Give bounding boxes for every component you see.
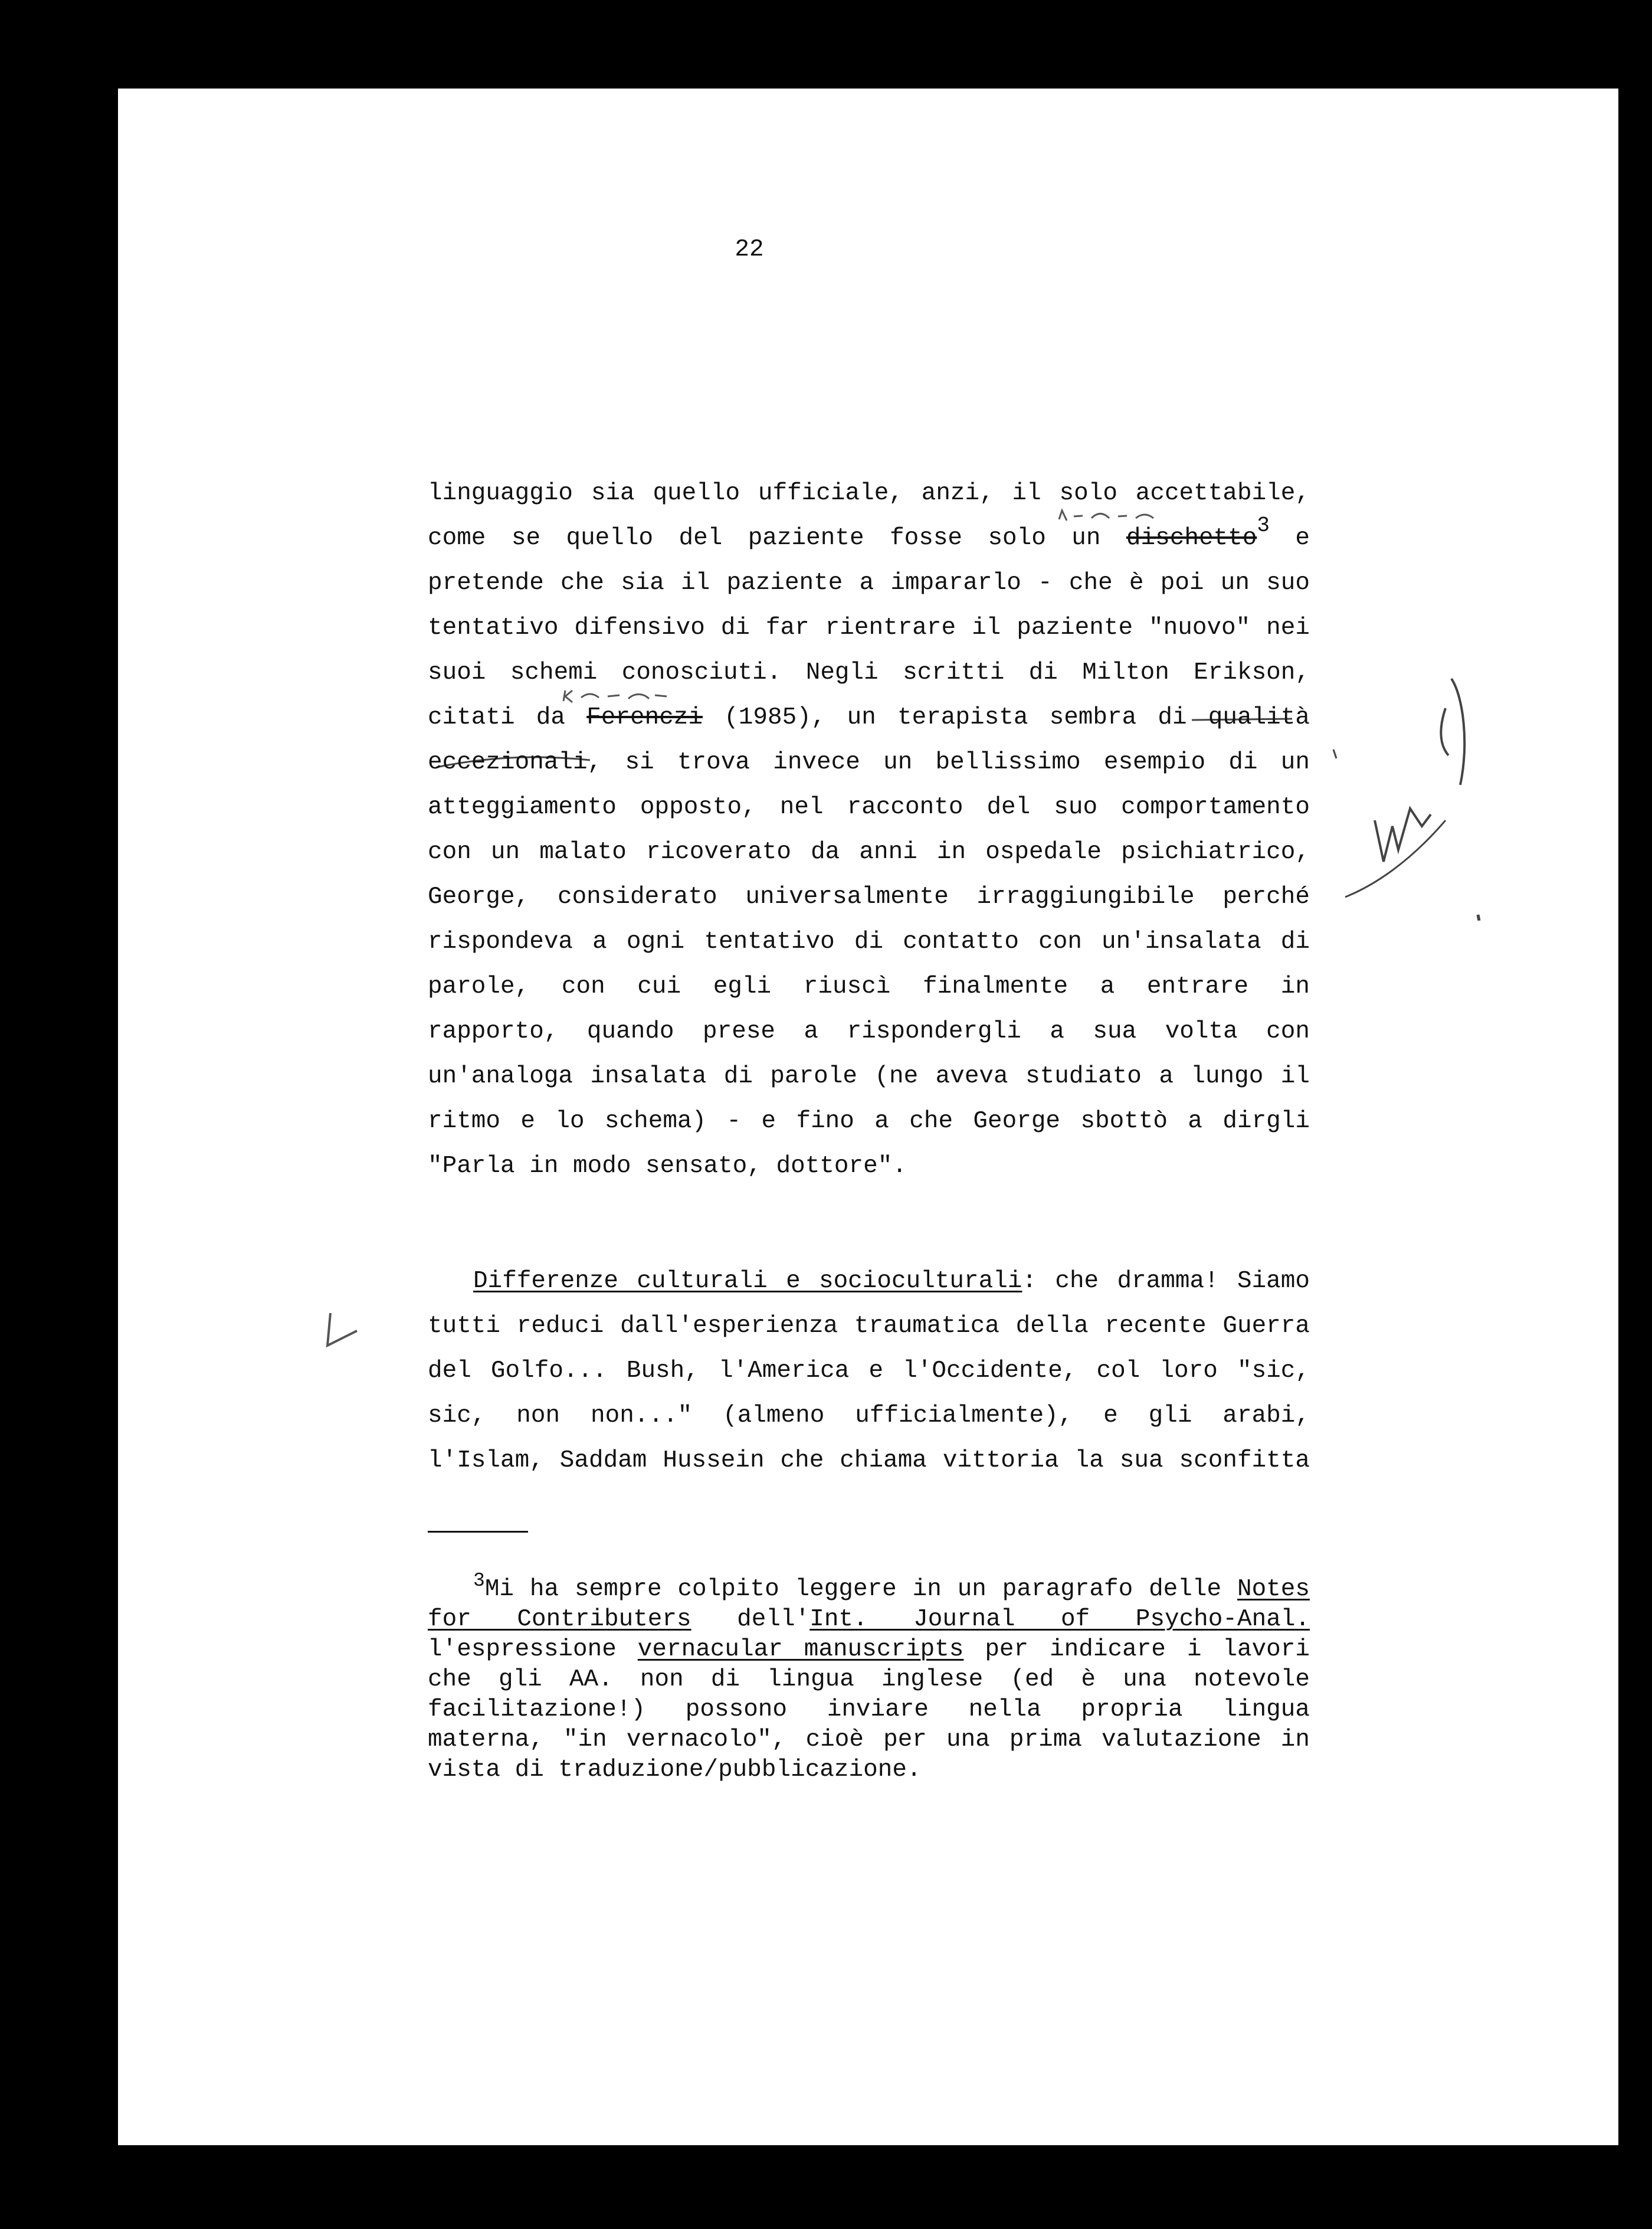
footnote-divider (428, 1531, 528, 1533)
footnote-line: facilitazione!) possono inviare nella propria lingua (428, 1696, 1310, 1723)
struck-word: Ferenczi (586, 704, 703, 731)
text-span: : che dramma! Siamo (1022, 1268, 1310, 1295)
text-span: l'espressione (428, 1636, 638, 1663)
handwritten-correction (1056, 508, 1162, 525)
paragraph-2 (428, 1259, 1310, 1483)
underlined-term: vernacular manuscripts (637, 1636, 964, 1663)
text-span: Mi ha sempre colpito leggere in un paragrafo delle (484, 1576, 1237, 1603)
text-line: eccezionali, si trova invece un bellissimo esempio di un (428, 749, 1310, 776)
footnote (428, 1570, 1310, 1785)
struck-word: dischetto (1126, 525, 1257, 552)
text-line: ritmo e lo schema) - e fino a che George sbottò a dirgli (428, 1108, 1310, 1135)
text-span: come se quello del paziente fosse solo un (428, 525, 1126, 552)
text-line: con un malato ricoverato da anni in ospedale psichiatrico, (428, 839, 1310, 866)
text-line: tutti reduci dall'esperienza traumatica della recente Guerra (428, 1312, 1310, 1340)
text-line: pretende che sia il paziente a impararlo - che è poi un suo (428, 569, 1310, 597)
text-line: tentativo difensivo di far rientrare il paziente "nuovo" nei (428, 614, 1310, 641)
text-line (428, 695, 1310, 740)
footnote-line (428, 1605, 1310, 1635)
text-line (428, 1259, 1310, 1304)
text-line: George, considerato universalmente irraggiungibile perché (428, 883, 1310, 911)
text-line: sic, non non..." (almeno ufficialmente), e gli arabi, (428, 1402, 1310, 1429)
text-span: citati da (428, 704, 587, 731)
footnote-reference: 3 (1257, 513, 1270, 538)
paragraph-1 (428, 471, 1310, 1189)
text-line: rapporto, quando prese a rispondergli a sua volta con (428, 1018, 1310, 1045)
footnote-line: vista di traduzione/pubblicazione. (428, 1756, 922, 1783)
text-line: un'analoga insalata di parole (ne aveva studiato a lungo il (428, 1063, 1310, 1090)
footnote-marker: 3 (473, 1570, 485, 1592)
document-page (118, 89, 1618, 2145)
text-line: parole, con cui egli riuscì finalmente a entrare in (428, 973, 1310, 1000)
footnote-line: che gli AA. non di lingua inglese (ed è una notevole (428, 1666, 1310, 1693)
text-span: per indicare i lavori (963, 1636, 1310, 1663)
underlined-title: Notes (1237, 1576, 1310, 1603)
text-span: e (1269, 525, 1310, 552)
handwritten-margin-annotation (1328, 673, 1481, 921)
text-line: del Golfo... Bush, l'America e l'Occidente, col loro "sic, (428, 1357, 1310, 1384)
text-line: rispondeva a ogni tentativo di contatto con un'insalata di (428, 928, 1310, 955)
text-span: dell' (691, 1606, 810, 1633)
handwritten-paragraph-mark (322, 1310, 363, 1351)
section-heading: Differenze culturali e socioculturali (473, 1268, 1022, 1295)
text-line: atteggiamento opposto, nel racconto del suo comportamento (428, 794, 1310, 821)
text-line (428, 513, 1310, 561)
footnote-line (428, 1635, 1310, 1665)
underlined-title: for Contributers (428, 1606, 691, 1633)
text-line: suoi schemi conosciuti. Negli scritti di Milton Erikson, (428, 659, 1310, 686)
text-line: l'Islam, Saddam Hussein che chiama vittoria la sua sconfitta (428, 1447, 1310, 1474)
text-line: "Parla in modo sensato, dottore". (428, 1153, 907, 1180)
text-span: (1985), un terapista sembra di qualità (703, 704, 1310, 731)
underlined-title: Int. Journal of Psycho-Anal. (809, 1606, 1310, 1633)
text-line: linguaggio sia quello ufficiale, anzi, il solo accettabile, (428, 480, 1310, 507)
handwritten-correction (560, 688, 673, 705)
footnote-line (428, 1570, 1310, 1605)
footnote-line: materna, "in vernacolo", cioè per una prima valutazione in (428, 1726, 1310, 1753)
page-number: 22 (735, 236, 764, 263)
